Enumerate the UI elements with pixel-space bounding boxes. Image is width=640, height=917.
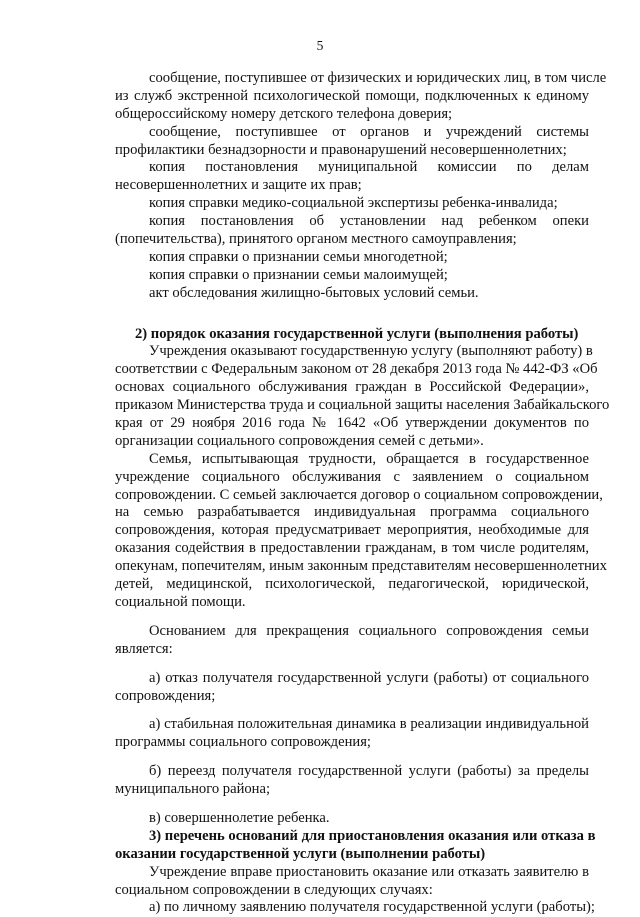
text-line: соответствии с Федеральным законом от 28 декабря 2013 года № 442-ФЗ «Об [115,361,598,378]
text-line: а) по личному заявлению получателя государственной услуги (работы); [149,899,595,916]
text-line: копия справки о признании семьи многодетной; [149,248,448,265]
text-line: сообщение, поступившее от органов и учреждений системы [149,123,589,140]
text-line: детей, медицинской, психологической, педагогической, юридической, [115,576,589,593]
document-body [115,70,610,917]
text-line: несовершеннолетних и защите их прав; [115,177,362,194]
text-line: из служб экстренной психологической помощи, подключенных к единому [115,87,589,104]
text-line: Основанием для прекращения социального сопровождения семьи [149,622,589,639]
text-line: копия справки о признании семьи малоимущей; [149,266,448,283]
text-line: основах социального обслуживания граждан в Российской Федерации», [115,379,589,396]
text-line: б) переезд получателя государственной услуги (работы) за пределы [149,763,589,780]
text-line: в) совершеннолетие ребенка. [149,809,330,826]
text-line: Учреждения оказывают государственную услугу (выполняют работу) в [149,343,593,360]
text-line: акт обследования жилищно-бытовых условий семьи. [149,284,479,301]
text-line: сопровождения; [115,687,216,704]
text-line: копия справки медико-социальной экспертизы ребенка-инвалида; [149,195,558,212]
text-line: сопровождении. С семьей заключается договор о социальном сопровождении, [115,486,603,503]
text-line: общероссийскому номеру детского телефона доверия; [115,105,453,122]
text-line: копия постановления муниципальной комиссии по делам [149,159,589,176]
text-line: сообщение, поступившее от физических и юридических лиц, в том числе [149,70,607,86]
text-line: учреждение социального обслуживания с заявлением о социальном [115,468,589,485]
paragraph-gap [115,612,589,623]
section-heading-line: 3) перечень оснований для приостановления оказания или отказа в [149,827,596,844]
text-line: края от 29 ноября 2016 года № 1642 «Об утверждении документов по [115,415,589,432]
text-line: оказания содействия в предоставлении гражданам, в том числе родителям, [115,540,589,557]
text-line: социальном сопровождении в следующих случаях: [115,881,433,898]
text-line: а) стабильная положительная динамика в реализации индивидуальной [149,716,589,733]
text-line: а) отказ получателя государственной услуги (работы) от социального [149,669,589,686]
text-line: на семью разрабатывается индивидуальная программа социального [115,504,589,521]
section-heading-line: оказании государственной услуги (выполнении работы) [115,845,486,862]
paragraph-gap [115,752,589,763]
paragraph-gap [115,799,589,810]
text-line: Учреждение вправе приостановить оказание или отказать заявителю в [149,863,589,880]
paragraph-gap [115,659,589,670]
text-line: программы социального сопровождения; [115,734,371,751]
section-heading-line: 2) порядок оказания государственной услуги (выполнения работы) [135,325,579,342]
text-line: является: [115,640,173,657]
text-line: профилактики безнадзорности и правонарушений несовершеннолетних; [115,141,567,158]
text-line: организации социального сопровождения семей с детьми». [115,432,484,449]
text-line: Семья, испытывающая трудности, обращается в государственное [149,450,589,467]
text-line: социальной помощи. [115,593,246,610]
paragraph-gap [115,705,589,716]
text-line: приказом Министерства труда и социальной защиты населения Забайкальского [115,397,610,414]
page-number: 5 [316,38,324,53]
paragraph-gap [115,303,589,326]
text-line: опекунам, попечителям, иным законным представителям несовершеннолетних [115,558,607,575]
text-line: муниципального района; [115,781,271,798]
text-line: копия постановления об установлении над ребенком опеки [149,213,589,230]
text-line: сопровождения, которая предусматривает мероприятия, необходимые для [115,522,589,539]
text-line: (попечительства), принятого органом местного самоуправления; [115,231,517,248]
